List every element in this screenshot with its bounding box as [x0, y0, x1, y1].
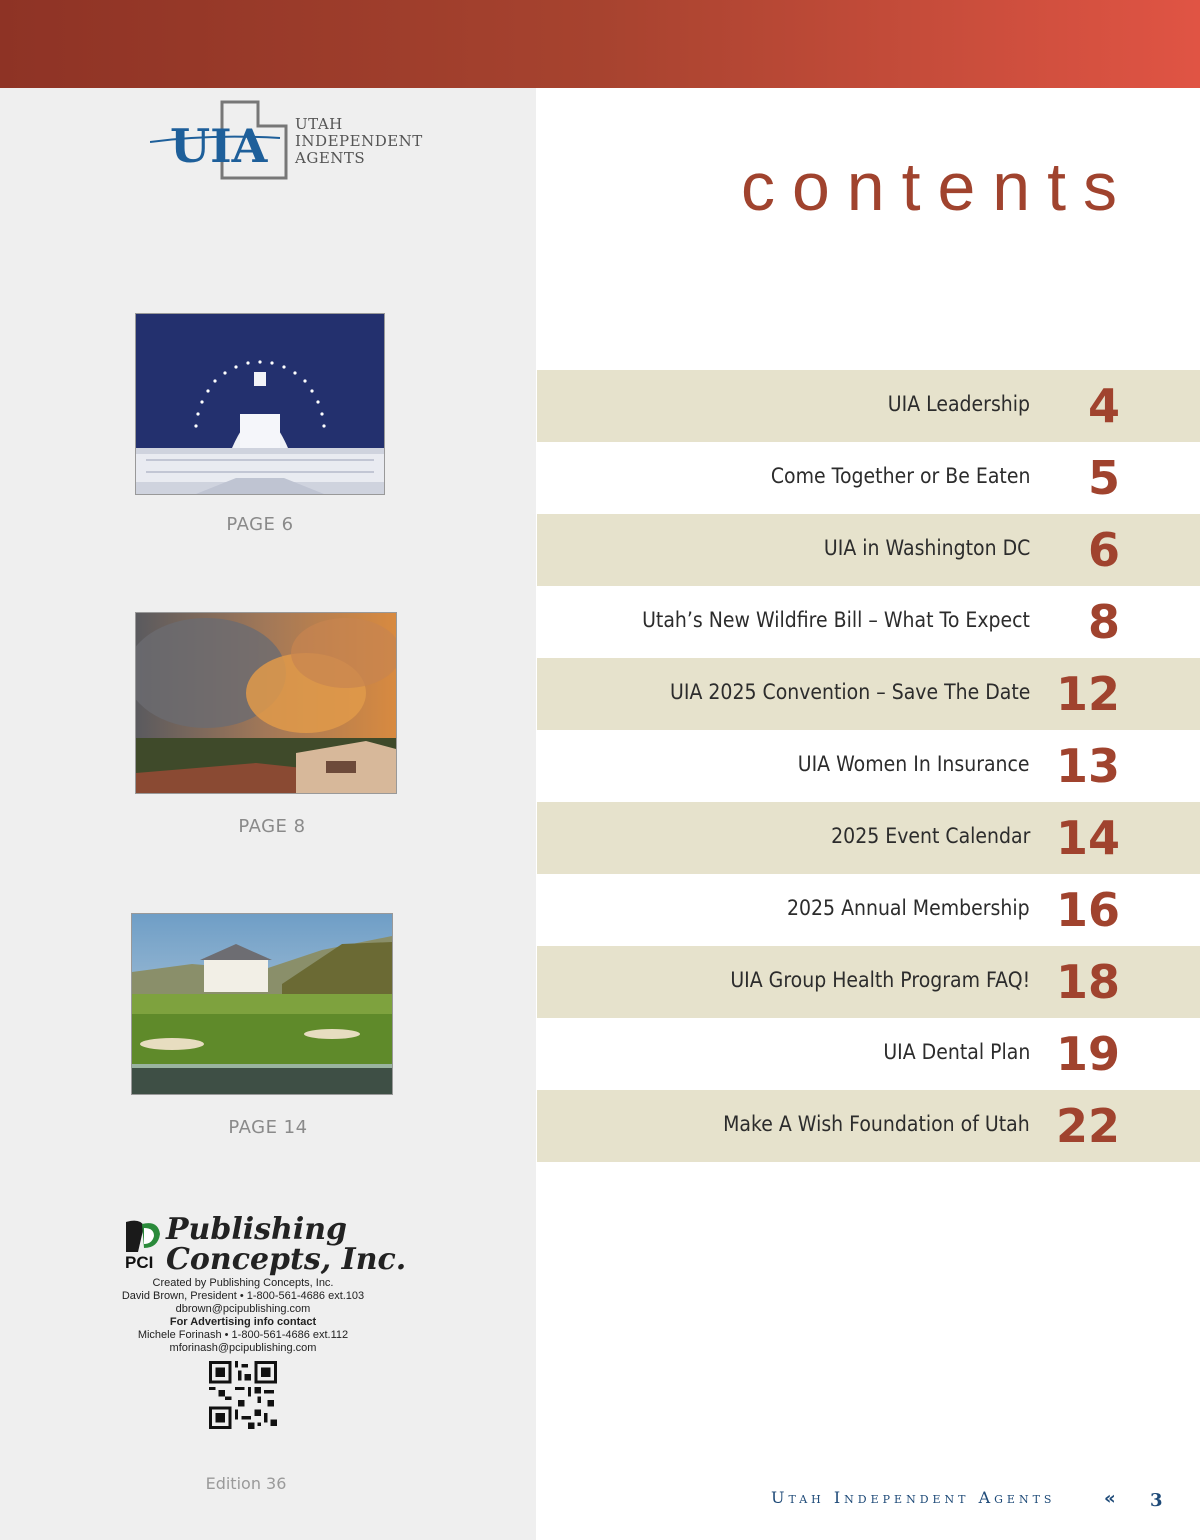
- footer-publication-name: Utah Independent Agents: [771, 1488, 1056, 1507]
- advertising-heading: For Advertising info contact: [169, 1316, 317, 1328]
- logo-line: AGENTS: [295, 149, 366, 167]
- toc-entry-page: 16: [1055, 883, 1120, 937]
- toc-entry-page: 8: [1087, 595, 1120, 649]
- toc-entry-title: UIA in Washington DC: [823, 536, 1030, 560]
- toc-entry-title: 2025 Event Calendar: [830, 824, 1030, 848]
- toc-entry-page: 12: [1055, 667, 1120, 721]
- pci-abbreviation: PCI: [125, 1253, 154, 1272]
- feature-caption: PAGE 14: [228, 1117, 308, 1138]
- footer-page-number: 3: [1150, 1490, 1163, 1511]
- publisher-info: [110, 1277, 376, 1355]
- toc-entry-title: 2025 Annual Membership: [787, 896, 1030, 920]
- advertising-email[interactable]: mforinash@pcipublishing.com: [169, 1342, 317, 1354]
- toc-entry-page: 18: [1055, 955, 1120, 1009]
- toc-entry-title: UIA Group Health Program FAQ!: [730, 968, 1030, 992]
- wildfire-image: [136, 613, 396, 793]
- capitol-image: [136, 314, 384, 494]
- edition-label: Edition 36: [205, 1474, 287, 1493]
- toc-entry[interactable]: [537, 442, 1200, 514]
- table-of-contents: [537, 370, 1200, 1162]
- publisher-name-line1: Publishing: [166, 1212, 348, 1247]
- toc-entry[interactable]: [537, 514, 1200, 586]
- capitol-thumbnail[interactable]: [135, 313, 385, 495]
- wildfire-thumbnail[interactable]: [135, 612, 397, 794]
- top-banner: [0, 0, 1200, 88]
- publisher-president-contact: David Brown, President • 1-800-561-4686 ext.103: [121, 1290, 365, 1302]
- toc-entry-title: UIA 2025 Convention – Save The Date: [669, 680, 1030, 704]
- toc-entry-title: Make A Wish Foundation of Utah: [723, 1112, 1030, 1136]
- pci-logo-icon: [124, 1218, 162, 1254]
- golf-course-image: [132, 914, 392, 1094]
- logo-line: INDEPENDENT: [295, 132, 423, 150]
- toc-entry[interactable]: [537, 730, 1200, 802]
- toc-entry[interactable]: [537, 370, 1200, 442]
- toc-entry-page: 22: [1055, 1099, 1120, 1153]
- toc-entry-title: Come Together or Be Eaten: [770, 464, 1030, 488]
- contents-heading: contents: [740, 149, 1134, 225]
- logo-wordmark: [295, 116, 423, 167]
- feature-caption: PAGE 6: [226, 514, 294, 535]
- toc-entry-title: UIA Dental Plan: [883, 1040, 1030, 1064]
- toc-entry[interactable]: [537, 586, 1200, 658]
- toc-entry-title: Utah’s New Wildfire Bill – What To Expect: [642, 608, 1030, 632]
- toc-entry-page: 14: [1055, 811, 1120, 865]
- publisher-president-email[interactable]: dbrown@pcipublishing.com: [175, 1303, 311, 1315]
- toc-entry-page: 5: [1087, 451, 1120, 505]
- toc-entry-title: UIA Women In Insurance: [798, 752, 1030, 776]
- toc-entry-page: 4: [1087, 379, 1120, 433]
- toc-entry-page: 13: [1055, 739, 1120, 793]
- toc-entry[interactable]: [537, 802, 1200, 874]
- golf-course-thumbnail[interactable]: [131, 913, 393, 1095]
- logo-line: UTAH: [295, 115, 343, 133]
- toc-entry-page: 6: [1087, 523, 1120, 577]
- qr-code[interactable]: [209, 1361, 277, 1429]
- toc-entry-title: UIA Leadership: [887, 392, 1030, 416]
- toc-entry[interactable]: [537, 874, 1200, 946]
- logo-mark: UIA: [170, 119, 268, 173]
- toc-entry[interactable]: [537, 1018, 1200, 1090]
- toc-entry[interactable]: [537, 658, 1200, 730]
- publisher-credit: Created by Publishing Concepts, Inc.: [152, 1277, 334, 1289]
- toc-entry-page: 19: [1055, 1027, 1120, 1081]
- feature-caption: PAGE 8: [238, 816, 306, 837]
- toc-entry[interactable]: [537, 946, 1200, 1018]
- advertising-contact: Michele Forinash • 1-800-561-4686 ext.112: [137, 1329, 349, 1341]
- publisher-name-line2: Concepts, Inc.: [166, 1242, 407, 1277]
- toc-entry[interactable]: [537, 1090, 1200, 1162]
- chevron-left-icon[interactable]: «: [1104, 1488, 1116, 1509]
